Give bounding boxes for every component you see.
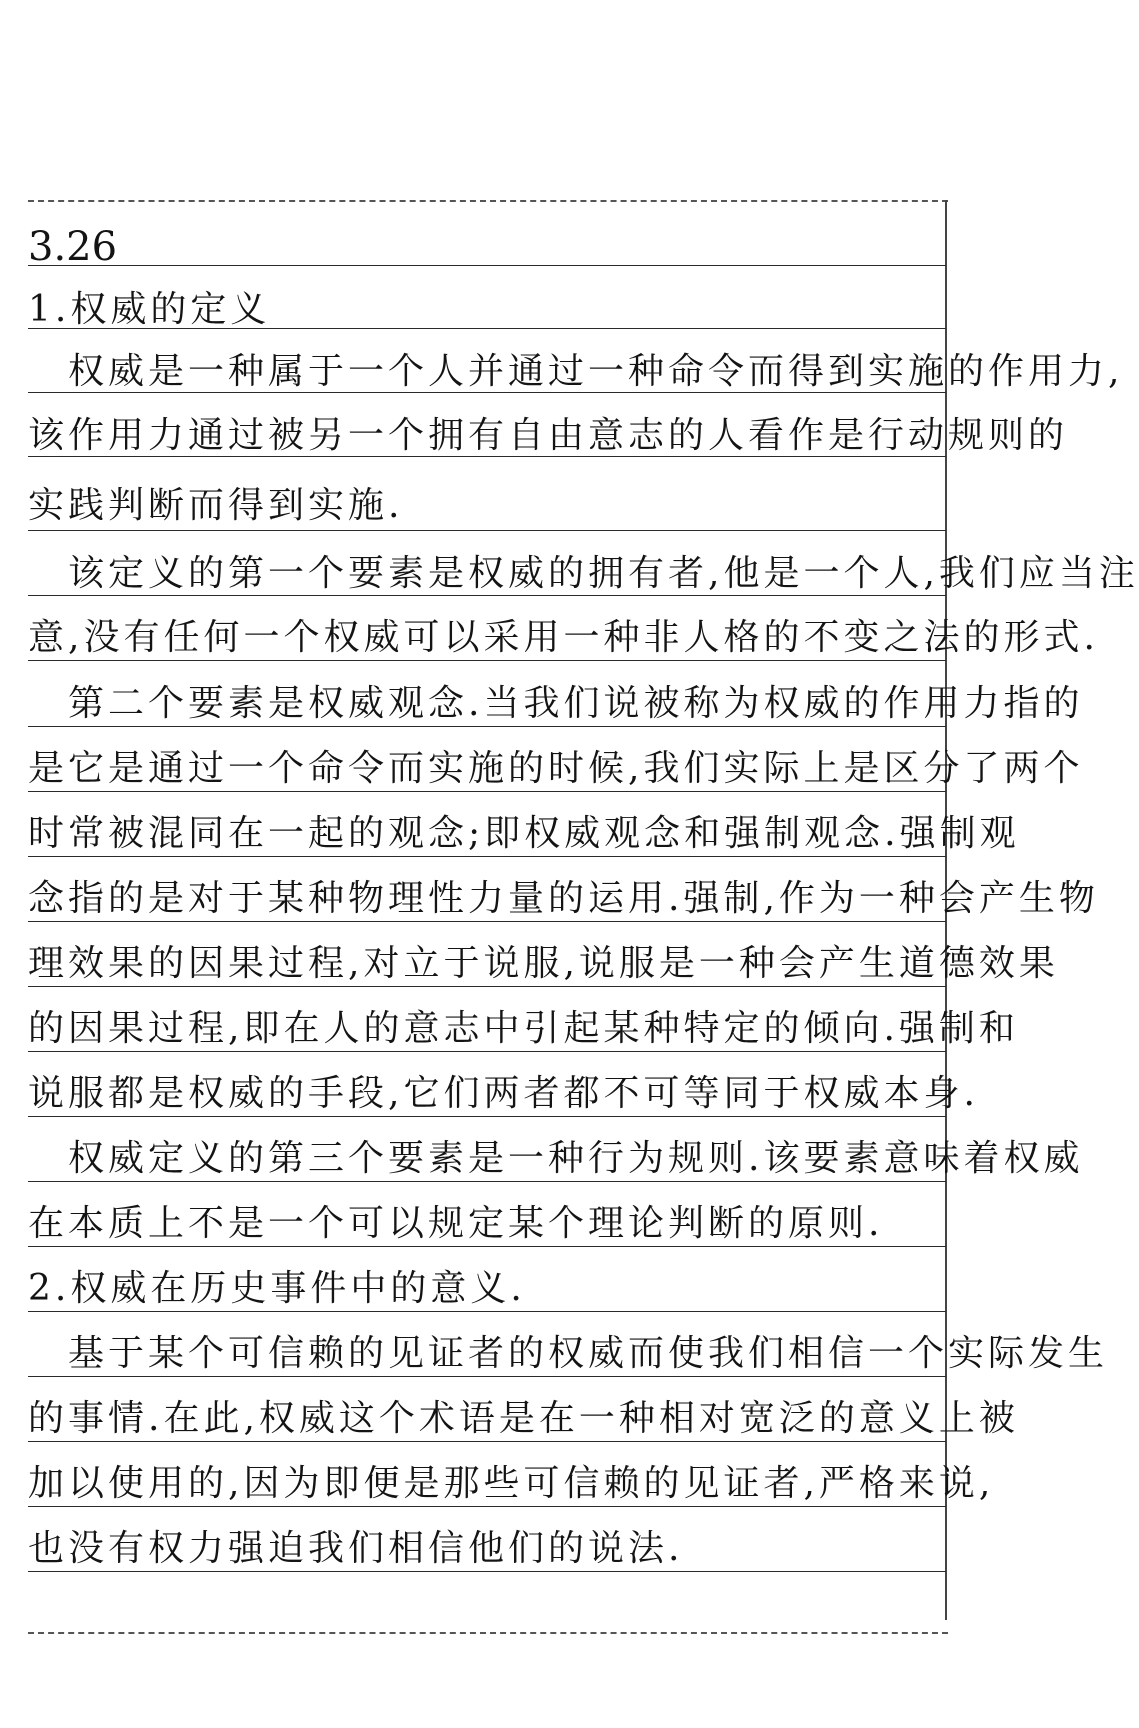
text-line: 意,没有任何一个权威可以采用一种非人格的不变之法的形式. xyxy=(28,617,1099,658)
ruled-line xyxy=(28,1246,946,1247)
text-line: 理效果的因果过程,对立于说服,说服是一种会产生道德效果 xyxy=(28,943,1059,984)
ruled-line xyxy=(28,791,946,792)
text-line: 基于某个可信赖的见证者的权威而使我们相信一个实际发生 xyxy=(68,1333,1109,1374)
text-line: 念指的是对于某种物理性力量的运用.强制,作为一种会产生物 xyxy=(28,878,1099,919)
text-line: 权威是一种属于一个人并通过一种命令而得到实施的作用力, xyxy=(68,351,1124,392)
ruled-line xyxy=(28,921,946,922)
ruled-line xyxy=(28,856,946,857)
ruled-line xyxy=(28,1376,946,1377)
text-line: 第二个要素是权威观念.当我们说被称为权威的作用力指的 xyxy=(68,683,1084,724)
section-heading-2: 2.权威在历史事件中的意义. xyxy=(28,1268,526,1309)
ruled-line xyxy=(28,726,946,727)
ruled-line xyxy=(28,1506,946,1507)
text-line: 是它是通过一个命令而实施的时候,我们实际上是区分了两个 xyxy=(28,748,1084,789)
text-line: 该作用力通过被另一个拥有自由意志的人看作是行动规则的 xyxy=(28,415,1069,456)
ruled-line xyxy=(28,1441,946,1442)
ruled-line xyxy=(28,530,946,531)
ruled-line xyxy=(28,660,946,661)
text-line: 说服都是权威的手段,它们两者都不可等同于权威本身. xyxy=(28,1073,979,1114)
text-line: 在本质上不是一个可以规定某个理论判断的原则. xyxy=(28,1203,884,1244)
ruled-line xyxy=(28,1116,946,1117)
top-dashed-border xyxy=(28,200,948,202)
text-line: 也没有权力强迫我们相信他们的说法. xyxy=(28,1528,684,1569)
text-line: 实践判断而得到实施. xyxy=(28,485,404,526)
ruled-line xyxy=(28,1051,946,1052)
text-line: 加以使用的,因为即便是那些可信赖的见证者,严格来说, xyxy=(28,1463,995,1504)
text-line: 的因果过程,即在人的意志中引起某种特定的倾向.强制和 xyxy=(28,1008,1019,1049)
text-line: 权威定义的第三个要素是一种行为规则.该要素意味着权威 xyxy=(68,1138,1084,1179)
section-heading-1: 1.权威的定义 xyxy=(28,289,271,330)
text-line: 时常被混同在一起的观念;即权威观念和强制观念.强制观 xyxy=(28,813,1020,854)
ruled-line xyxy=(28,986,946,987)
text-line: 该定义的第一个要素是权威的拥有者,他是一个人,我们应当注 xyxy=(68,553,1139,594)
date-heading: 3.26 xyxy=(28,224,118,270)
ruled-line xyxy=(28,1181,946,1182)
text-line: 的事情.在此,权威这个术语是在一种相对宽泛的意义上被 xyxy=(28,1398,1019,1439)
ruled-line xyxy=(28,1311,946,1312)
ruled-line xyxy=(28,1571,946,1572)
bottom-dashed-border xyxy=(28,1632,948,1634)
